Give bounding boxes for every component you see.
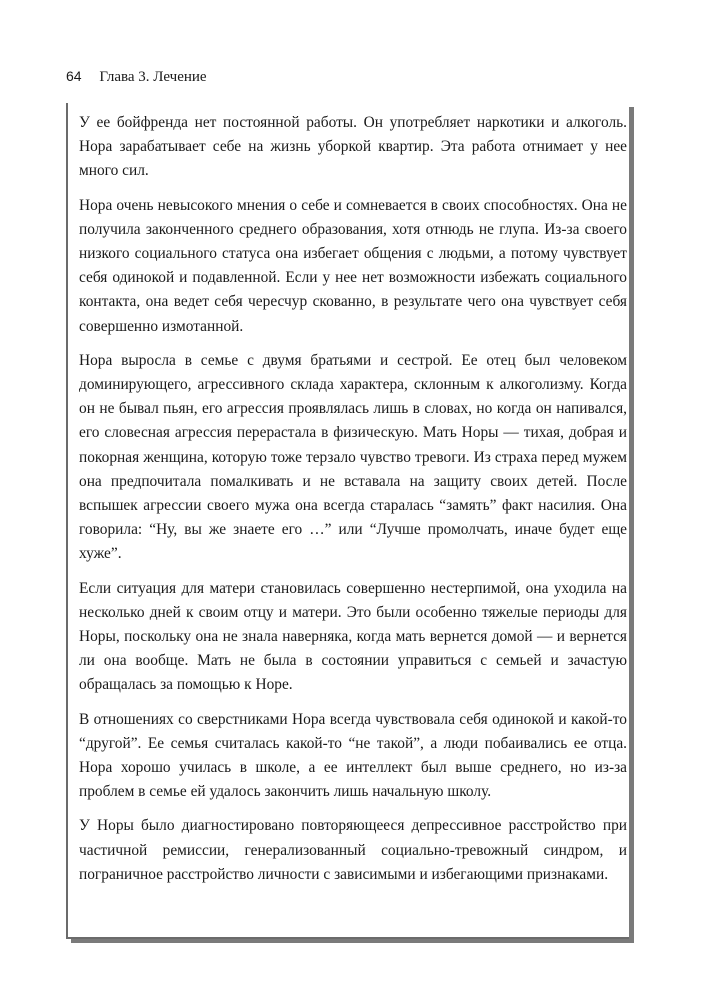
- page-number: 64: [66, 68, 82, 84]
- case-paragraph: У ее бойфренда нет постоянной работы. Он употребляет наркотики и алкоголь. Нора зарабатывает себе на жизнь уборкой квартир. Эта работа отнимает у нее много сил.: [79, 114, 627, 180]
- chapter-title: Глава 3. Лечение: [99, 69, 207, 85]
- case-paragraph: В отношениях со сверстниками Нора всегда чувствовала себя одинокой и какой-то “другой”. Ее семья считалась какой-то “не такой”, а люди побаивались ее отца. Нора хорошо училась в школе, а ее интеллект был выше среднего, но из-за проблем в семье ей удалось закончить лишь начальную школу.: [79, 710, 627, 801]
- running-head: [66, 66, 207, 87]
- case-paragraph: Нора очень невысокого мнения о себе и сомневается в своих способностях. Она не получила законченного среднего образования, хотя отнюдь не глупа. Из-за своего низкого социального статуса она избегает общения с людьми, а потому чувствует себя одинокой и подавленной. Если у нее нет возможности избежать социального контакта, она ведет себя чересчур скованно, в результате чего она чувствует себя совершенно измотанной.: [79, 196, 627, 335]
- case-paragraph: Нора выросла в семье с двумя братьями и сестрой. Ее отец был человеком доминирующего, агрессивного склада характера, склонным к алкоголизму. Когда он не бывал пьян, его агрессия проявлялась лишь в словах, но когда он напивался, его словесная агрессия перерастала в физическую. Мать Норы — тихая, добрая и покорная женщина, которую тоже терзало чувство тревоги. Из страха перед мужем она предпочитала помалкивать и не вставала на защиту своих детей. После вспышек агрессии своего мужа она всегда старалась “замять” факт насилия. Она говорила: “Ну, вы же знаете его …” или “Лучше промолчать, иначе будет еще хуже”.: [79, 351, 627, 563]
- case-paragraph: У Норы было диагностировано повторяющееся депрессивное расстройство при частичной ремиссии, генерализованный социально-тревожный синдром, и пограничное расстройство личности с зависимыми и избегающими признаками.: [79, 817, 627, 883]
- case-study-box: [66, 103, 629, 939]
- case-paragraph: Если ситуация для матери становилась совершенно нестерпимой, она уходила на несколько дней к своим отцу и матери. Это были особенно тяжелые периоды для Норы, поскольку она не знала наверняка, когда мать вернется домой — и вернется ли она вообще. Мать не была в состоянии управиться с семьей и зачастую обращалась за помощью к Норе.: [79, 579, 627, 694]
